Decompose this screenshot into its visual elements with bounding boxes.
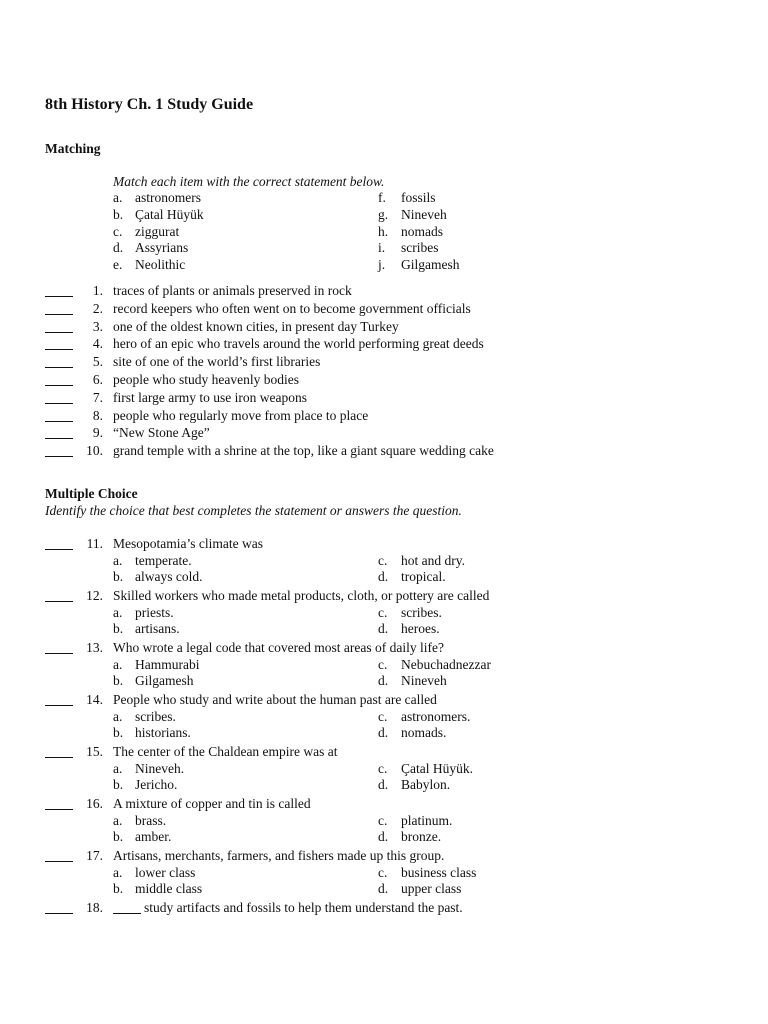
matching-option-letter: g. <box>378 206 389 222</box>
matching-option-letter: j. <box>378 257 386 273</box>
choice-letter: b. <box>113 673 124 688</box>
page-title: 8th History Ch. 1 Study Guide <box>45 96 254 113</box>
choice-letter: d. <box>378 777 389 792</box>
question-text: A mixture of copper and tin is called <box>113 796 311 811</box>
choice-letter: b. <box>113 569 124 584</box>
choice-text: middle class <box>135 881 203 896</box>
question-number: 11. <box>86 536 103 551</box>
matching-option-letter: i. <box>378 240 386 256</box>
question-block <box>0 743 768 793</box>
question-text: study artifacts and fossils to help them understand the past. <box>144 900 463 915</box>
question-number: 17. <box>86 848 103 863</box>
question-text: The center of the Chaldean empire was at <box>113 744 338 759</box>
choice-text: platinum. <box>401 813 453 828</box>
choice-text: bronze. <box>401 829 442 844</box>
matching-option-letter: e. <box>113 257 123 273</box>
item-statement: hero of an epic who travels around the world performing great deeds <box>113 336 484 352</box>
question-number: 16. <box>86 796 103 811</box>
choice-text: scribes. <box>135 709 176 724</box>
choice-letter: a. <box>113 761 123 776</box>
matching-option-text: Çatal Hüyük <box>135 206 204 222</box>
choice-letter: c. <box>378 813 388 828</box>
choice-text: Çatal Hüyük. <box>401 761 473 776</box>
choice-text: upper class <box>401 881 462 896</box>
choice-letter: b. <box>113 621 124 636</box>
item-statement: site of one of the world’s first libraries <box>113 354 321 370</box>
question-text: Artisans, merchants, farmers, and fishers made up this group. <box>113 848 445 863</box>
question-block <box>0 535 768 585</box>
choice-letter: a. <box>113 813 123 828</box>
matching-item-row <box>0 353 768 370</box>
matching-item-row <box>0 424 768 441</box>
choice-letter: d. <box>378 673 389 688</box>
matching-option-text: fossils <box>401 190 436 205</box>
item-number: 7. <box>92 389 103 405</box>
question-number: 15. <box>86 744 103 759</box>
item-number: 3. <box>92 318 103 334</box>
choice-text: artisans. <box>135 621 180 636</box>
choice-text: Jericho. <box>135 777 178 792</box>
item-number: 10. <box>86 443 103 459</box>
matching-option-letter: c. <box>113 223 123 239</box>
choice-text: priests. <box>135 605 174 620</box>
choice-letter: b. <box>113 881 124 896</box>
item-statement: people who regularly move from place to place <box>113 407 369 423</box>
choice-letter: b. <box>113 777 124 792</box>
choice-letter: a. <box>113 605 123 620</box>
choice-text: Hammurabi <box>135 657 200 672</box>
matching-item-row <box>0 371 768 388</box>
matching-item-row <box>0 442 768 459</box>
choice-text: tropical. <box>401 569 446 584</box>
question-block <box>0 899 768 949</box>
item-statement: people who study heavenly bodies <box>113 372 299 387</box>
choice-letter: c. <box>378 709 388 724</box>
choice-letter: c. <box>378 865 388 880</box>
question-block <box>0 847 768 897</box>
matching-item-row <box>0 389 768 406</box>
choice-text: nomads. <box>401 725 447 740</box>
choice-letter: a. <box>113 657 123 672</box>
matching-item-row <box>0 318 768 335</box>
choice-letter: d. <box>378 569 389 584</box>
item-number: 4. <box>92 336 103 352</box>
matching-item-row <box>0 407 768 424</box>
question-block <box>0 691 768 741</box>
choice-letter: a. <box>113 709 123 724</box>
multiple-choice-heading: Multiple Choice <box>45 486 138 501</box>
matching-option-letter: d. <box>113 240 124 256</box>
question-text: Who wrote a legal code that covered most areas of daily life? <box>113 640 444 655</box>
item-statement: first large army to use iron weapons <box>113 389 307 405</box>
item-statement: one of the oldest known cities, in present day Turkey <box>113 318 399 334</box>
matching-option-letter: b. <box>113 206 124 222</box>
matching-option-text: Assyrians <box>135 240 189 256</box>
question-text: People who study and write about the human past are called <box>113 692 437 707</box>
item-number: 8. <box>92 407 103 423</box>
item-number: 1. <box>92 283 103 298</box>
question-block <box>0 795 768 845</box>
choice-text: Gilgamesh <box>135 673 194 688</box>
matching-option-text: ziggurat <box>135 223 180 239</box>
choice-letter: d. <box>378 725 389 740</box>
item-number: 2. <box>92 300 103 316</box>
item-statement: record keepers who often went on to become government officials <box>113 300 471 316</box>
matching-option-letter: h. <box>378 223 389 239</box>
choice-text: Babylon. <box>401 777 451 792</box>
choice-letter: c. <box>378 761 388 776</box>
matching-item-row <box>0 300 768 317</box>
matching-instructions: Match each item with the correct statement below. <box>113 174 385 189</box>
item-statement: traces of plants or animals preserved in rock <box>113 283 352 298</box>
question-text: Skilled workers who made metal products, cloth, or pottery are called <box>113 588 490 603</box>
choice-text: brass. <box>135 813 167 828</box>
choice-text: temperate. <box>135 553 192 568</box>
question-block <box>0 587 768 637</box>
choice-text: heroes. <box>401 621 440 636</box>
choice-text: astronomers. <box>401 709 471 724</box>
choice-text: business class <box>401 865 477 880</box>
multiple-choice-instructions: Identify the choice that best completes the statement or answers the question. <box>45 503 462 518</box>
choice-letter: d. <box>378 621 389 636</box>
matching-option-letter: a. <box>113 190 123 205</box>
choice-text: Nebuchadnezzar <box>401 657 491 672</box>
matching-option-text: nomads <box>401 223 443 239</box>
choice-letter: b. <box>113 829 124 844</box>
choice-text: Nineveh <box>401 673 447 688</box>
item-number: 9. <box>92 425 103 441</box>
choice-text: historians. <box>135 725 191 740</box>
matching-option-text: scribes <box>401 240 439 256</box>
choice-letter: a. <box>113 865 123 880</box>
item-statement: grand temple with a shrine at the top, like a giant square wedding cake <box>113 443 494 459</box>
question-number: 14. <box>86 692 103 707</box>
choice-letter: b. <box>113 725 124 740</box>
question-block <box>0 639 768 689</box>
choice-letter: a. <box>113 553 123 568</box>
choice-letter: d. <box>378 829 389 844</box>
choice-text: Nineveh. <box>135 761 185 776</box>
choice-text: always cold. <box>135 569 203 584</box>
item-statement: “New Stone Age” <box>113 425 210 441</box>
choice-text: lower class <box>135 865 196 880</box>
matching-item-row <box>0 282 768 299</box>
question-number: 18. <box>86 900 103 915</box>
choice-text: scribes. <box>401 605 442 620</box>
choice-letter: c. <box>378 657 388 672</box>
matching-option-letter: f. <box>378 190 386 205</box>
choice-letter: c. <box>378 553 388 568</box>
matching-option-text: Gilgamesh <box>401 257 460 273</box>
choice-letter: d. <box>378 881 389 896</box>
question-number: 13. <box>86 640 103 655</box>
inline-blank[interactable] <box>113 913 141 914</box>
matching-item-row <box>0 335 768 352</box>
matching-option-text: Nineveh <box>401 206 447 222</box>
choice-letter: c. <box>378 605 388 620</box>
matching-option-text: astronomers <box>135 190 201 205</box>
item-number: 5. <box>92 354 103 370</box>
choice-text: hot and dry. <box>401 553 465 568</box>
matching-option-text: Neolithic <box>135 257 186 273</box>
question-number: 12. <box>86 588 103 603</box>
choice-text: amber. <box>135 829 172 844</box>
question-text: Mesopotamia’s climate was <box>113 536 263 551</box>
item-number: 6. <box>92 372 103 387</box>
matching-heading: Matching <box>45 141 101 156</box>
